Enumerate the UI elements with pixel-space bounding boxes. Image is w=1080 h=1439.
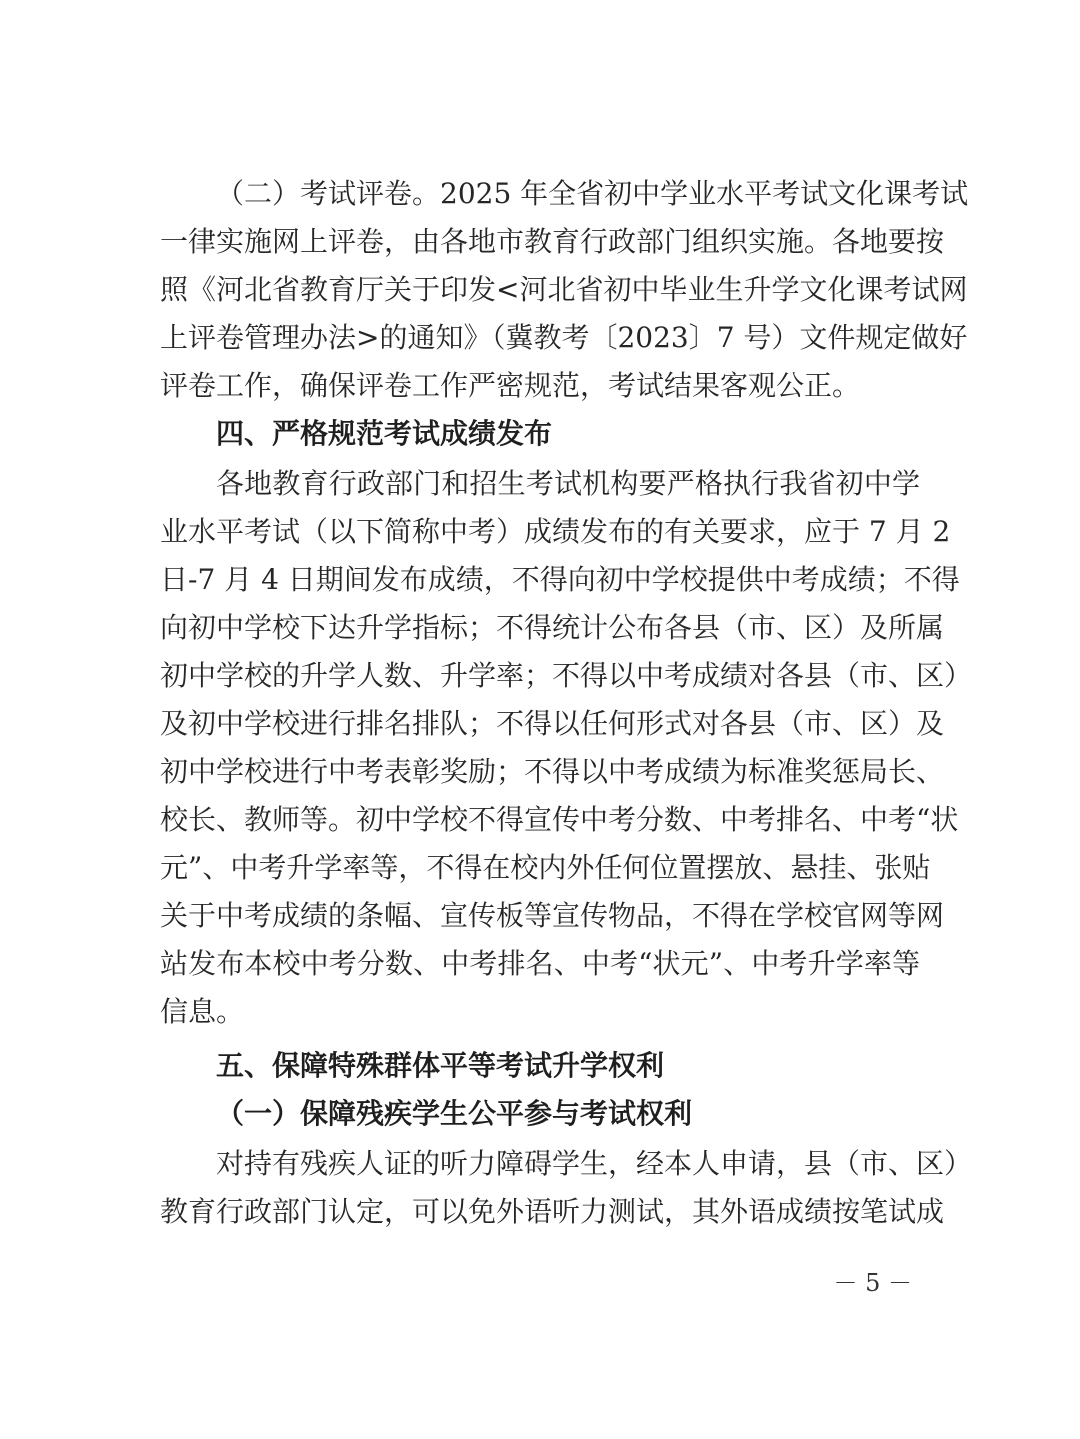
- section-heading: 四、严格规范考试成绩发布: [216, 417, 553, 450]
- paragraph-line: 业水平考试（以下简称中考）成绩发布的有关要求，应于 7 月 2: [160, 515, 951, 548]
- paragraph-line: 上评卷管理办法>的通知》（冀教考〔2023〕7 号）文件规定做好: [160, 321, 968, 354]
- paragraph-line: （二）考试评卷。2025 年全省初中学业水平考试文化课考试: [216, 177, 969, 210]
- paragraph-line: 元”、中考升学率等，不得在校内外任何位置摆放、悬挂、张贴: [160, 851, 931, 884]
- page-number: － 5 －: [833, 1269, 912, 1297]
- paragraph-line: 及初中学校进行排名排队；不得以任何形式对各县（市、区）及: [160, 707, 945, 740]
- paragraph-line: 一律实施网上评卷，由各地市教育行政部门组织实施。各地要按: [160, 225, 945, 258]
- paragraph-line: 照《河北省教育厅关于印发<河北省初中毕业生升学文化课考试网: [160, 273, 968, 306]
- paragraph-line: 校长、教师等。初中学校不得宣传中考分数、中考排名、中考“状: [160, 803, 959, 836]
- paragraph-line: 站发布本校中考分数、中考排名、中考“状元”、中考升学率等: [160, 947, 920, 980]
- paragraph-line: 初中学校进行中考表彰奖励；不得以中考成绩为标准奖惩局长、: [160, 755, 945, 788]
- paragraph-line: 日-7 月 4 日期间发布成绩，不得向初中学校提供中考成绩；不得: [160, 563, 960, 596]
- paragraph-line: 教育行政部门认定，可以免外语听力测试，其外语成绩按笔试成: [160, 1195, 945, 1228]
- section-heading: 五、保障特殊群体平等考试升学权利: [216, 1049, 665, 1082]
- subsection-heading: （一）保障残疾学生公平参与考试权利: [216, 1097, 693, 1130]
- paragraph-line: 各地教育行政部门和招生考试机构要严格执行我省初中学: [216, 467, 920, 500]
- paragraph-line: 对持有残疾人证的听力障碍学生，经本人申请，县（市、区）: [216, 1147, 973, 1180]
- paragraph-line: 初中学校的升学人数、升学率；不得以中考成绩对各县（市、区）: [160, 659, 973, 692]
- paragraph-line: 信息。: [160, 995, 245, 1028]
- paragraph-line: 评卷工作，确保评卷工作严密规范，考试结果客观公正。: [160, 369, 861, 402]
- paragraph-line: 向初中学校下达升学指标；不得统计公布各县（市、区）及所属: [160, 611, 945, 644]
- paragraph-line: 关于中考成绩的条幅、宣传板等宣传物品，不得在学校官网等网: [160, 899, 945, 932]
